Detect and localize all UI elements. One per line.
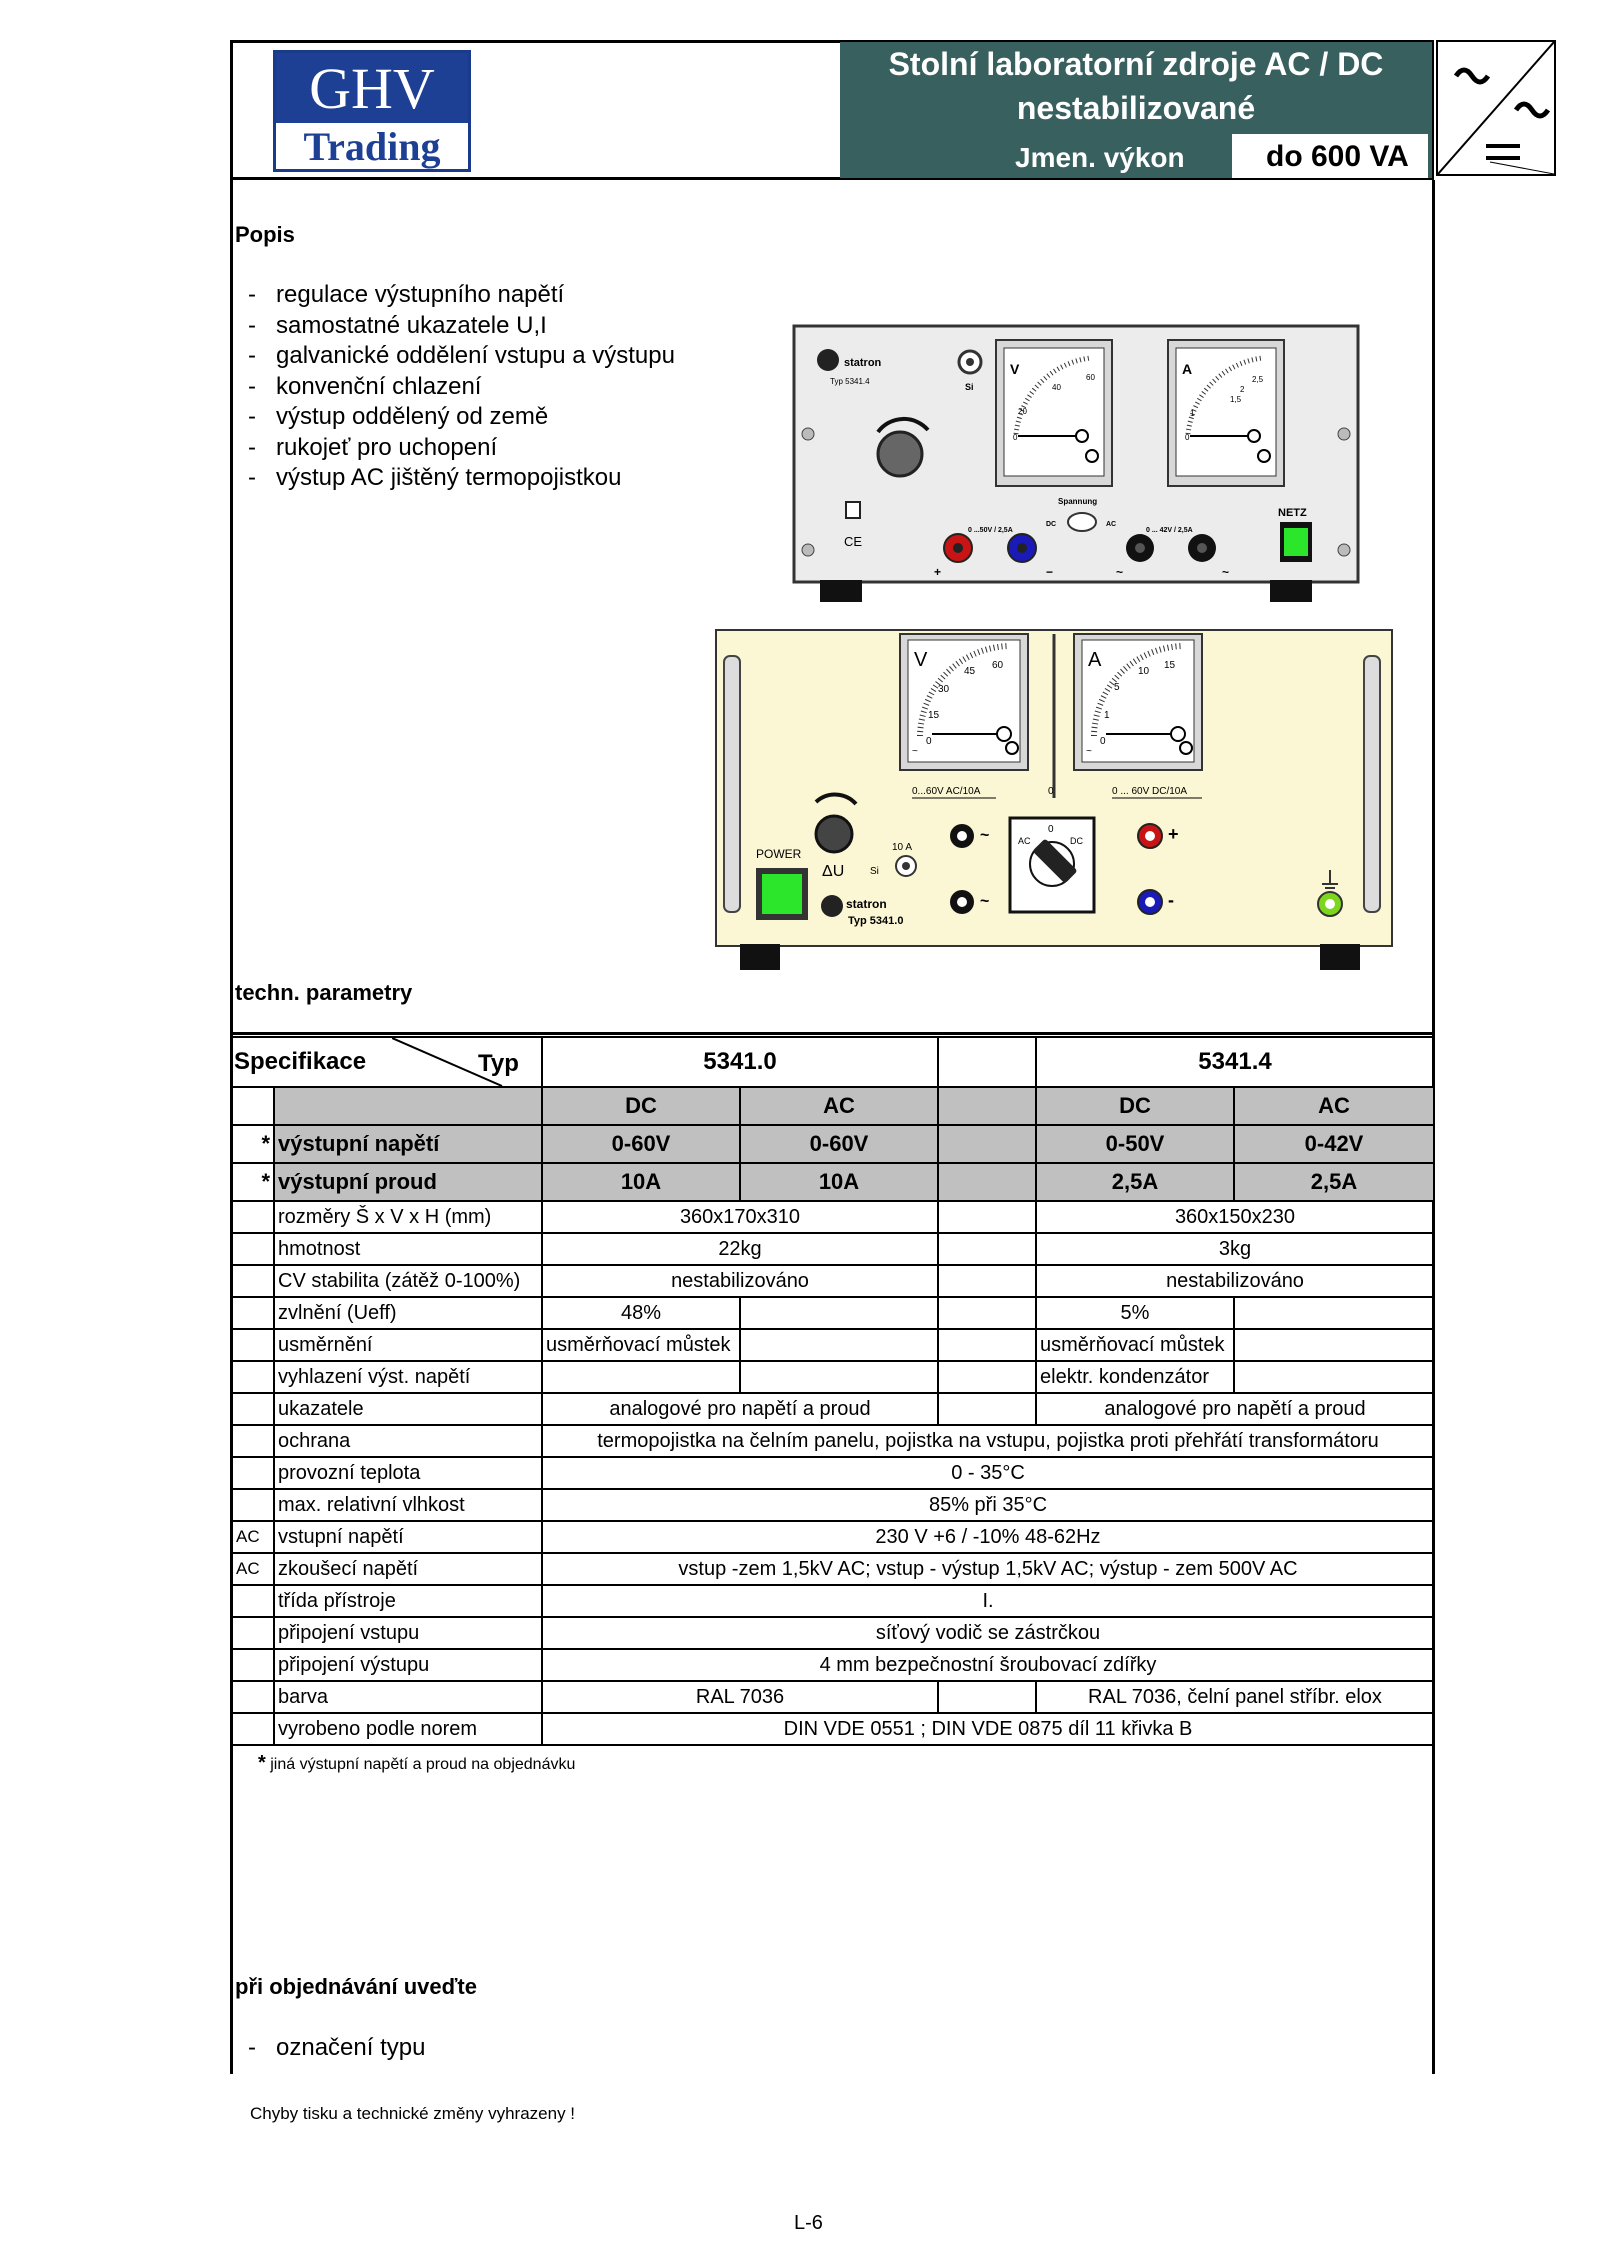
- svg-text:Si: Si: [965, 382, 974, 392]
- svg-text:1: 1: [1104, 710, 1110, 721]
- row-prefix: [232, 1201, 274, 1233]
- voltage-knob-icon: [816, 816, 852, 852]
- svg-text:0 ... 42V / 2,5A: 0 ... 42V / 2,5A: [1146, 527, 1193, 534]
- svg-text:AC: AC: [1018, 836, 1031, 846]
- tech-params-heading: techn. parametry: [235, 980, 413, 1005]
- feature-item: - rukojeť pro uchopení: [248, 433, 498, 461]
- row-value-shared: vstup -zem 1,5kV AC; vstup - výstup 1,5kV AC; výstup - zem 500V AC: [542, 1553, 1434, 1585]
- table-row: [232, 1329, 1434, 1361]
- feature-item: - výstup AC jištěný termopojistkou: [248, 464, 622, 491]
- table-row: [232, 1553, 1434, 1585]
- svg-text:60: 60: [1086, 373, 1095, 382]
- svg-text:DC: DC: [1070, 836, 1083, 846]
- table-row: [232, 1489, 1434, 1521]
- table-row: [232, 1457, 1434, 1489]
- row-value-5341-4: usměrňovací můstek: [1036, 1329, 1234, 1361]
- svg-text:DC: DC: [1046, 521, 1057, 528]
- device-5341-0-illustration: [712, 626, 1398, 976]
- table-row: [232, 1713, 1434, 1745]
- row-value-shared: síťový vodič se zástrčkou: [542, 1617, 1434, 1649]
- table-row: [232, 1425, 1434, 1457]
- svg-text:45: 45: [964, 666, 976, 677]
- row-prefix: AC: [232, 1521, 274, 1553]
- table-row: * výstupní napětí 0-60V 0-60V 0-50V 0-42V: [232, 1125, 1434, 1163]
- feature-item: - samostatné ukazatele U,I: [248, 311, 547, 339]
- row-prefix: [232, 1425, 274, 1457]
- row-label: vstupní napětí: [274, 1521, 542, 1553]
- row-label: rozměry Š x V x H (mm): [274, 1201, 542, 1233]
- voltage-knob-icon: [878, 432, 922, 476]
- table-row: [232, 1617, 1434, 1649]
- table-row: * výstupní proud 10A 10A 2,5A 2,5A: [232, 1163, 1434, 1201]
- company-logo: [273, 50, 471, 172]
- svg-text:+: +: [934, 565, 942, 579]
- diagonal-divider: [392, 1038, 542, 1086]
- row-prefix: [232, 1297, 274, 1329]
- row-value-5341-4: RAL 7036, čelní panel stříbr. elox: [1036, 1681, 1434, 1713]
- disclaimer: Chyby tisku a technické změny vyhrazeny !: [250, 2104, 576, 2123]
- row-prefix: [232, 1585, 274, 1617]
- svg-text:5: 5: [1114, 682, 1120, 693]
- row-prefix: AC: [232, 1553, 274, 1585]
- row-prefix: [232, 1489, 274, 1521]
- feature-item: - regulace výstupního napětí: [248, 281, 565, 308]
- svg-text:1: 1: [1190, 409, 1195, 418]
- page-number: L-6: [794, 2212, 823, 2234]
- svg-text:ΔU: ΔU: [822, 863, 845, 880]
- svg-text:0: 0: [1048, 786, 1054, 797]
- svg-text:−: −: [1046, 565, 1054, 579]
- row-label: hmotnost: [274, 1233, 542, 1265]
- svg-text:-: -: [1168, 890, 1174, 910]
- row-label: vyrobeno podle norem: [274, 1713, 542, 1745]
- row-value-5341-0: 360x170x310: [542, 1201, 938, 1233]
- row-value-5341-0: usměrňovací můstek: [542, 1329, 740, 1361]
- svg-text:0: 0: [1100, 736, 1106, 747]
- row-label: ukazatele: [274, 1393, 542, 1425]
- table-row: [232, 1297, 1434, 1329]
- row-prefix: [232, 1265, 274, 1297]
- row-value-5341-0: [542, 1361, 740, 1393]
- order-heading: při objednávání uveďte: [235, 1974, 477, 1999]
- row-prefix: [232, 1617, 274, 1649]
- table-row: [232, 1201, 1434, 1233]
- table-header-row: [232, 1037, 1434, 1087]
- row-label: připojení vstupu: [274, 1617, 542, 1649]
- table-row: DC AC DC AC: [232, 1087, 1434, 1125]
- row-value-shared: DIN VDE 0551 ; DIN VDE 0875 díl 11 křivka B: [542, 1713, 1434, 1745]
- svg-text:V: V: [914, 649, 928, 671]
- logo-text-top: GHV: [276, 53, 468, 123]
- row-prefix: [232, 1681, 274, 1713]
- row-value-5341-0: RAL 7036: [542, 1681, 938, 1713]
- footnote: * jiná výstupní napětí a proud na objednávku: [258, 1752, 576, 1774]
- feature-item: - výstup oddělený od země: [248, 403, 549, 430]
- row-value-shared: 0 - 35°C: [542, 1457, 1434, 1489]
- table-row: [232, 1265, 1434, 1297]
- svg-text:2: 2: [1240, 385, 1245, 394]
- svg-text:10: 10: [1138, 666, 1150, 677]
- row-value-5341-0: 48%: [542, 1297, 740, 1329]
- row-value-shared: termopojistka na čelním panelu, pojistka na vstupu, pojistka proti přehřátí transformátoru: [542, 1425, 1434, 1457]
- handle-left: [724, 656, 740, 912]
- table-row: [232, 1361, 1434, 1393]
- feature-list: [248, 280, 675, 494]
- statron-logo-icon: [821, 895, 843, 917]
- svg-text:0: 0: [1048, 824, 1054, 835]
- row-prefix: [232, 1233, 274, 1265]
- row-label: vyhlazení výst. napětí: [274, 1361, 542, 1393]
- row-value-5341-4: nestabilizováno: [1036, 1265, 1434, 1297]
- row-label: CV stabilita (zátěž 0-100%): [274, 1265, 542, 1297]
- svg-text:0 ... 60V DC/10A: 0 ... 60V DC/10A: [1112, 786, 1188, 797]
- row-label: usměrnění: [274, 1329, 542, 1361]
- svg-text:2,5: 2,5: [1252, 375, 1264, 384]
- svg-text:~: ~: [980, 827, 990, 844]
- svg-text:CE: CE: [844, 534, 863, 549]
- svg-text:15: 15: [928, 710, 940, 721]
- description-heading: Popis: [235, 222, 295, 247]
- svg-text:~: ~: [1086, 746, 1092, 757]
- svg-text:15: 15: [1164, 660, 1176, 671]
- row-label: ochrana: [274, 1425, 542, 1457]
- spec-table: [231, 1036, 1435, 1746]
- row-value-5341-0: analogové pro napětí a proud: [542, 1393, 938, 1425]
- svg-text:Typ 5341.4: Typ 5341.4: [830, 377, 870, 386]
- row-prefix: [232, 1457, 274, 1489]
- svg-text:Si: Si: [870, 866, 879, 877]
- row-prefix: [232, 1361, 274, 1393]
- table-row: [232, 1521, 1434, 1553]
- row-value-5341-4: 5%: [1036, 1297, 1234, 1329]
- svg-text:A: A: [1088, 649, 1102, 671]
- type-5341-4-header: 5341.4: [1036, 1037, 1434, 1087]
- row-prefix: [232, 1393, 274, 1425]
- svg-text:Typ 5341.0: Typ 5341.0: [848, 915, 904, 927]
- row-label: připojení výstupu: [274, 1649, 542, 1681]
- row-label: zkoušecí napětí: [274, 1553, 542, 1585]
- svg-text:POWER: POWER: [756, 847, 802, 861]
- svg-text:~: ~: [1222, 565, 1230, 579]
- table-row: [232, 1233, 1434, 1265]
- row-value-shared: 230 V +6 / -10% 48-62Hz: [542, 1521, 1434, 1553]
- title-line-2: nestabilizované: [1016, 90, 1256, 126]
- row-label: max. relativní vlhkost: [274, 1489, 542, 1521]
- table-row: [232, 1649, 1434, 1681]
- table-row: [232, 1681, 1434, 1713]
- row-label: třída přístroje: [274, 1585, 542, 1617]
- feature-item: - galvanické oddělení vstupu a výstupu: [248, 342, 675, 369]
- logo-text-bottom: Trading: [303, 124, 441, 169]
- svg-text:10 A: 10 A: [892, 842, 913, 853]
- power-label: Jmen. výkon: [1015, 142, 1185, 173]
- table-row: [232, 1393, 1434, 1425]
- svg-text:Spannung: Spannung: [1058, 497, 1098, 506]
- ac-dc-symbol: [1436, 40, 1556, 176]
- svg-text:0...60V AC/10A: 0...60V AC/10A: [912, 786, 981, 797]
- svg-text:statron: statron: [844, 357, 882, 369]
- svg-text:40: 40: [1052, 383, 1061, 392]
- row-value-5341-4: 3kg: [1036, 1233, 1434, 1265]
- svg-text:AC: AC: [1106, 521, 1117, 528]
- svg-text:+: +: [1168, 824, 1179, 844]
- handle-right: [1364, 656, 1380, 912]
- svg-text:0 ...50V / 2,5A: 0 ...50V / 2,5A: [968, 527, 1013, 534]
- row-prefix: [232, 1649, 274, 1681]
- order-item: - označení typu: [248, 2034, 426, 2061]
- row-value-5341-4: elektr. kondenzátor: [1036, 1361, 1234, 1393]
- ac-dc-converter-icon: [1438, 42, 1554, 174]
- svg-text:~: ~: [980, 893, 990, 910]
- title-line-1: Stolní laboratorní zdroje AC / DC: [888, 46, 1384, 82]
- svg-text:A: A: [1182, 361, 1193, 377]
- row-value-shared: I.: [542, 1585, 1434, 1617]
- row-prefix: [232, 1713, 274, 1745]
- device-5341-4-illustration: [790, 322, 1362, 606]
- svg-text:V: V: [1010, 361, 1020, 377]
- power-value: do 600 VA: [1266, 140, 1409, 173]
- row-prefix: [232, 1329, 274, 1361]
- svg-text:0: 0: [1185, 433, 1190, 442]
- svg-text:30: 30: [938, 684, 950, 695]
- type-5341-0-header: 5341.0: [542, 1037, 938, 1087]
- spec-top-line: [230, 1032, 1435, 1035]
- svg-text:statron: statron: [846, 897, 887, 911]
- svg-text:NETZ: NETZ: [1278, 507, 1307, 519]
- svg-text:~: ~: [1116, 565, 1124, 579]
- row-value-shared: 85% při 35°C: [542, 1489, 1434, 1521]
- spec-typ-cell: Specifikace Typ: [232, 1037, 542, 1087]
- row-value-5341-4: analogové pro napětí a proud: [1036, 1393, 1434, 1425]
- row-value-shared: 4 mm bezpečnostní šroubovací zdířky: [542, 1649, 1434, 1681]
- row-label: zvlnění (Ueff): [274, 1297, 542, 1329]
- row-value-5341-0: nestabilizováno: [542, 1265, 938, 1297]
- row-label: barva: [274, 1681, 542, 1713]
- svg-text:0: 0: [1013, 433, 1018, 442]
- svg-text:20: 20: [1018, 407, 1027, 416]
- row-label: provozní teplota: [274, 1457, 542, 1489]
- statron-logo-icon: [817, 349, 839, 371]
- svg-text:60: 60: [992, 660, 1004, 671]
- svg-text:0: 0: [926, 736, 932, 747]
- feature-item: - konvenční chlazení: [248, 372, 482, 400]
- row-value-5341-0: 22kg: [542, 1233, 938, 1265]
- svg-text:~: ~: [912, 746, 918, 757]
- table-row: [232, 1585, 1434, 1617]
- svg-text:1,5: 1,5: [1230, 395, 1242, 404]
- row-value-5341-4: 360x150x230: [1036, 1201, 1434, 1233]
